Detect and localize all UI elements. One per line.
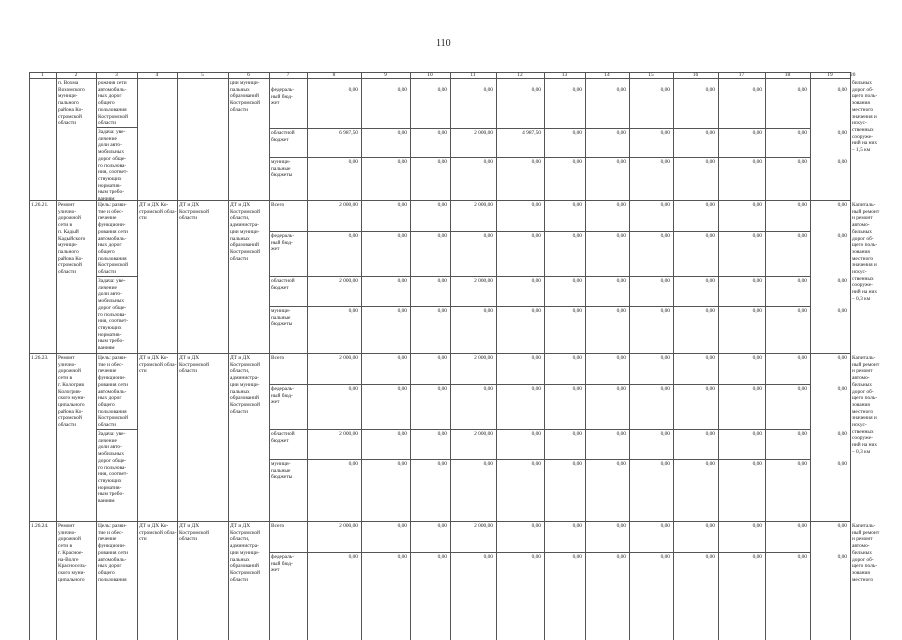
object-name: п. Вохма Вохомского муници- пального района Ко- стромской области: [58, 80, 85, 127]
funding-source: федераль- ный бюд- жет: [271, 233, 295, 253]
column-number: 4: [155, 71, 159, 78]
amount-cell: 0,00: [531, 554, 541, 560]
column-number: 17: [738, 71, 745, 78]
amount-cell: 0,00: [837, 159, 847, 165]
amount-cell: 0,00: [483, 159, 493, 165]
amount-cell: 2 000,00: [474, 523, 493, 529]
amount-cell: 0,00: [572, 386, 582, 392]
column-number: 2: [74, 71, 78, 78]
amount-cell: 0,00: [616, 202, 626, 208]
amount-cell: 0,00: [437, 159, 447, 165]
amount-cell: 0,00: [397, 233, 407, 239]
task-text: Задача: уве- личение доли авто- мобильных дорог обще- го пользова- ния, соответ- ствующих норматив- ным требо- ваниям: [98, 431, 129, 505]
funding-source: муници- пальные бюджеты: [271, 159, 293, 179]
object-name: Ремонт улично- дорожной сети в п. Кадый Кадыйского муници- пального района Ко- стромской области: [58, 202, 86, 276]
amount-cell: 0,00: [752, 130, 762, 136]
amount-cell: 0,00: [837, 233, 847, 239]
amount-cell: 0,00: [797, 554, 807, 560]
amount-cell: 0,00: [752, 159, 762, 165]
task-text: Задача: уве- личение доли авто- мобильных дорог обще- го пользова- ния, соответ- ствующих норматив- ным требо- ваниям: [98, 129, 129, 203]
amount-cell: 0,00: [531, 431, 541, 437]
amount-cell: 0,00: [797, 202, 807, 208]
source-row-rule: [269, 429, 810, 430]
amount-cell: 0,00: [837, 308, 847, 314]
amount-cell: 0,00: [348, 386, 358, 392]
amount-cell: 0,00: [397, 308, 407, 314]
amount-cell: 0,00: [705, 386, 715, 392]
amount-cell: 0,00: [348, 308, 358, 314]
amount-cell: 0,00: [397, 431, 407, 437]
column-number: 10: [427, 71, 433, 78]
goal-text: рожния сети автомобиль- ных дорог общего пользования Костромской области: [98, 80, 128, 127]
amount-cell: 0,00: [572, 130, 582, 136]
amount-cell: 0,00: [837, 461, 847, 467]
amount-cell: 0,00: [797, 87, 807, 93]
column-number: 14: [604, 71, 610, 78]
goal-task-rule: [96, 127, 137, 128]
amount-cell: 0,00: [437, 386, 447, 392]
source-row-rule: [269, 459, 810, 460]
amount-cell: 0,00: [660, 233, 670, 239]
result-text: Капиталь- ный ремонт и ремонт автомо- бильных дорог об- щего поль- зования местного: [852, 523, 880, 583]
coordinator-text: ДТ и ДХ Костромской области: [179, 202, 209, 222]
customer-text: ДТ и ДХ Ко- стромской обла- сти: [139, 202, 177, 222]
funding-source: федераль- ный бюд- жет: [271, 386, 295, 406]
amount-cell: 0,00: [572, 233, 582, 239]
entry-rule: [29, 353, 850, 354]
amount-cell: 0,00: [483, 386, 493, 392]
amount-cell: 0,00: [437, 278, 447, 284]
funding-source: федераль- ный бюд- жет: [271, 87, 295, 107]
page-number: 110: [436, 38, 451, 49]
goal-task-rule: [96, 429, 137, 430]
amount-cell: 2 000,00: [474, 130, 493, 136]
amount-cell: 0,00: [797, 523, 807, 529]
column-number: 11: [470, 71, 476, 78]
amount-cell: 0,00: [752, 87, 762, 93]
result-text: Капиталь- ный ремонт и ремонт автомо- бильных дорог об- щего поль- зования местного значения и искус- ственных сооруже- ний на них – 0,3 км: [852, 202, 880, 302]
amount-cell: 0,00: [660, 278, 670, 284]
amount-cell: 0,00: [397, 461, 407, 467]
amount-cell: 2 000,00: [339, 278, 358, 284]
amount-cell: 0,00: [837, 278, 847, 284]
amount-cell: 0,00: [616, 386, 626, 392]
amount-cell: 0,00: [837, 130, 847, 136]
amount-cell: 0,00: [397, 523, 407, 529]
goal-task-rule: [96, 276, 137, 277]
amount-cell: 0,00: [483, 461, 493, 467]
amount-cell: 0,00: [483, 554, 493, 560]
amount-cell: 0,00: [705, 159, 715, 165]
amount-cell: 0,00: [437, 431, 447, 437]
amount-cell: 0,00: [572, 523, 582, 529]
amount-cell: 0,00: [572, 278, 582, 284]
amount-cell: 0,00: [797, 233, 807, 239]
source-row-rule: [269, 157, 810, 158]
column-number: 3: [115, 71, 118, 78]
amount-cell: 0,00: [660, 308, 670, 314]
column-number: 9: [384, 71, 387, 78]
source-row-rule: [269, 276, 810, 277]
amount-cell: 0,00: [705, 554, 715, 560]
amount-cell: 0,00: [437, 523, 447, 529]
amount-cell: 0,00: [837, 87, 847, 93]
funding-source: муници- пальные бюджеты: [271, 308, 293, 328]
amount-cell: 0,00: [348, 159, 358, 165]
column-number: 7: [286, 71, 290, 78]
amount-cell: 0,00: [660, 461, 670, 467]
amount-cell: 2 000,00: [339, 202, 358, 208]
amount-cell: 6 987,50: [339, 130, 358, 136]
amount-cell: 0,00: [797, 386, 807, 392]
amount-cell: 0,00: [797, 461, 807, 467]
amount-cell: 0,00: [397, 130, 407, 136]
funding-source: областной бюджет: [271, 278, 295, 291]
amount-cell: 0,00: [705, 87, 715, 93]
column-number: 13: [561, 71, 568, 78]
amount-cell: 0,00: [616, 159, 626, 165]
amount-cell: 0,00: [616, 130, 626, 136]
amount-cell: 0,00: [660, 130, 670, 136]
executor-text: ДТ и ДХ Костромской области, администра- ции муници- пальных образований Костромской области: [230, 355, 260, 415]
amount-cell: 0,00: [705, 431, 715, 437]
amount-cell: 0,00: [752, 308, 762, 314]
amount-cell: 0,00: [616, 554, 626, 560]
column-number: 1: [41, 71, 44, 78]
amount-cell: 0,00: [705, 355, 715, 361]
amount-cell: 2 000,00: [474, 355, 493, 361]
amount-cell: 0,00: [705, 278, 715, 284]
column-number: 5: [201, 71, 204, 78]
amount-cell: 0,00: [572, 431, 582, 437]
funding-source: Всего: [271, 523, 285, 529]
amount-cell: 0,00: [397, 355, 407, 361]
amount-cell: 0,00: [437, 554, 447, 560]
amount-cell: 0,00: [483, 87, 493, 93]
amount-cell: 0,00: [752, 554, 762, 560]
column-number: 15: [648, 71, 654, 78]
column-rule: [56, 72, 57, 640]
amount-cell: 0,00: [616, 355, 626, 361]
amount-cell: 0,00: [483, 233, 493, 239]
amount-cell: 0,00: [572, 87, 582, 93]
amount-cell: 2 000,00: [474, 202, 493, 208]
executor-text: ДТ и ДХ Костромской области, администра- ции муници- пальных образований Костромской области: [230, 202, 260, 262]
amount-cell: 0,00: [837, 431, 847, 437]
amount-cell: 4 987,50: [522, 130, 541, 136]
column-rule: [137, 72, 138, 640]
amount-cell: 0,00: [752, 461, 762, 467]
amount-cell: 0,00: [348, 233, 358, 239]
amount-cell: 0,00: [572, 355, 582, 361]
amount-cell: 0,00: [348, 554, 358, 560]
amount-cell: 0,00: [705, 523, 715, 529]
amount-cell: 0,00: [572, 308, 582, 314]
column-number: 12: [517, 71, 523, 78]
source-row-rule: [269, 384, 810, 385]
amount-cell: 0,00: [705, 308, 715, 314]
amount-cell: 0,00: [397, 202, 407, 208]
column-rule: [228, 72, 229, 640]
amount-cell: 0,00: [397, 386, 407, 392]
amount-cell: 0,00: [752, 386, 762, 392]
amount-cell: 0,00: [572, 461, 582, 467]
amount-cell: 0,00: [752, 355, 762, 361]
customer-text: ДТ и ДХ Ко- стромской обла- сти: [139, 355, 177, 375]
column-rule: [96, 72, 97, 640]
amount-cell: 0,00: [837, 202, 847, 208]
funding-source: муници- пальные бюджеты: [271, 461, 293, 481]
amount-cell: 0,00: [616, 233, 626, 239]
goal-text: Цель: разви- тие и обес- печение функциони- рования сети автомобиль- ных дорог общего пользования: [98, 523, 128, 583]
amount-cell: 0,00: [572, 159, 582, 165]
amount-cell: 0,00: [705, 130, 715, 136]
amount-cell: 0,00: [531, 461, 541, 467]
goal-text: Цель: разви- тие и обес- печение функциони- рования сети автомобиль- ных дорог общего пользования Костромской области: [98, 355, 128, 429]
amount-cell: 0,00: [437, 308, 447, 314]
entry-number: 1.26.23.: [31, 355, 49, 361]
object-name: Ремонт улично- дорожной сети в г. Красное- на-Волге Красносель- ского муни- ципального: [58, 523, 87, 583]
amount-cell: 0,00: [797, 130, 807, 136]
amount-cell: 0,00: [437, 202, 447, 208]
amount-cell: 0,00: [837, 386, 847, 392]
amount-cell: 2 000,00: [474, 278, 493, 284]
source-row-rule: [269, 231, 810, 232]
amount-cell: 0,00: [797, 278, 807, 284]
amount-cell: 0,00: [397, 278, 407, 284]
entry-number: 1.26.24.: [31, 523, 49, 529]
amount-cell: 0,00: [397, 554, 407, 560]
amount-cell: 0,00: [752, 523, 762, 529]
entry-rule: [29, 521, 850, 522]
amount-cell: 0,00: [531, 159, 541, 165]
amount-cell: 0,00: [660, 202, 670, 208]
amount-cell: 0,00: [437, 87, 447, 93]
amount-cell: 0,00: [531, 308, 541, 314]
amount-cell: 0,00: [837, 523, 847, 529]
amount-cell: 0,00: [752, 233, 762, 239]
amount-cell: 0,00: [660, 386, 670, 392]
amount-cell: 0,00: [531, 278, 541, 284]
amount-cell: 0,00: [531, 523, 541, 529]
amount-cell: 0,00: [797, 355, 807, 361]
column-number: 8: [332, 71, 336, 78]
amount-cell: 0,00: [616, 523, 626, 529]
amount-cell: 0,00: [572, 202, 582, 208]
amount-cell: 2 000,00: [339, 523, 358, 529]
funding-source: областной бюджет: [271, 431, 295, 444]
column-rule: [177, 72, 178, 640]
column-number: 16: [692, 71, 699, 78]
executor-text: ции муници- пальных образований Костромской области: [230, 80, 260, 113]
amount-cell: 0,00: [397, 159, 407, 165]
coordinator-text: ДТ и ДХ Костромской области: [179, 523, 209, 543]
amount-cell: 0,00: [837, 355, 847, 361]
funding-source: Всего: [271, 202, 285, 208]
source-row-rule: [269, 306, 810, 307]
amount-cell: 0,00: [616, 431, 626, 437]
amount-cell: 2 000,00: [474, 431, 493, 437]
object-name: Ремонт улично- дорожной сети в г. Кологрив Кологрив- ского муни- ципального района Ко- стромской области: [58, 355, 86, 429]
amount-cell: 0,00: [616, 308, 626, 314]
amount-cell: 0,00: [348, 87, 358, 93]
amount-cell: 2 000,00: [339, 355, 358, 361]
amount-cell: 0,00: [572, 554, 582, 560]
column-number: 20: [850, 71, 856, 78]
column-rule: [850, 72, 851, 640]
result-text: Капиталь- ный ремонт и ремонт автомо- бильных дорог об- щего поль- зования местного значения и искус- ственных сооруже- ний на них – 0,3 км: [852, 355, 880, 455]
amount-cell: 0,00: [752, 202, 762, 208]
goal-text: Цель: разви- тие и обес- печение функциони- рования сети автомобиль- ных дорог общего пользования Костромской области: [98, 202, 128, 276]
column-number: 18: [784, 71, 791, 78]
amount-cell: 0,00: [705, 202, 715, 208]
amount-cell: 0,00: [660, 159, 670, 165]
amount-cell: 0,00: [437, 130, 447, 136]
amount-cell: 0,00: [348, 461, 358, 467]
amount-cell: 0,00: [531, 233, 541, 239]
amount-cell: 0,00: [797, 308, 807, 314]
amount-cell: 0,00: [437, 355, 447, 361]
amount-cell: 0,00: [616, 87, 626, 93]
amount-cell: 0,00: [660, 431, 670, 437]
amount-cell: 0,00: [660, 355, 670, 361]
amount-cell: 0,00: [752, 278, 762, 284]
amount-cell: 0,00: [837, 554, 847, 560]
entry-rule: [29, 200, 850, 201]
amount-cell: 0,00: [705, 461, 715, 467]
amount-cell: 0,00: [483, 308, 493, 314]
amount-cell: 0,00: [531, 386, 541, 392]
amount-cell: 0,00: [752, 431, 762, 437]
source-row-rule: [269, 128, 810, 129]
funding-source: Всего: [271, 355, 285, 361]
amount-cell: 0,00: [437, 461, 447, 467]
amount-cell: 0,00: [616, 278, 626, 284]
amount-cell: 0,00: [797, 431, 807, 437]
amount-cell: 0,00: [660, 523, 670, 529]
amount-cell: 0,00: [397, 87, 407, 93]
amount-cell: 0,00: [705, 233, 715, 239]
executor-text: ДТ и ДХ Костромской области, администра- ции муници- пальных образований Костромской области: [230, 523, 260, 583]
amount-cell: 2 000,00: [339, 431, 358, 437]
amount-cell: 0,00: [616, 461, 626, 467]
column-rule: [29, 72, 30, 640]
funding-source: областной бюджет: [271, 130, 295, 143]
coordinator-text: ДТ и ДХ Костромской области: [179, 355, 209, 375]
amount-cell: 0,00: [437, 233, 447, 239]
task-text: Задача: уве- личение доли авто- мобильных дорог обще- го пользова- ния, соответ- ствующих норматив- ным требо- ваниям: [98, 278, 129, 352]
column-number: 6: [247, 71, 250, 78]
funding-source: федераль- ный бюд- жет: [271, 554, 295, 574]
budget-table: [29, 71, 880, 640]
amount-cell: 0,00: [531, 202, 541, 208]
amount-cell: 0,00: [531, 87, 541, 93]
amount-cell: 0,00: [531, 355, 541, 361]
amount-cell: 0,00: [660, 87, 670, 93]
result-text: бильных дорог об- щего поль- зования местного значения и искус- ственных сооруже- ний на них – 1,5 км: [852, 80, 878, 154]
amount-cell: 0,00: [660, 554, 670, 560]
amount-cell: 0,00: [797, 159, 807, 165]
customer-text: ДТ и ДХ Ко- стромской обла- сти: [139, 523, 177, 543]
column-number: 19: [827, 71, 833, 78]
source-row-rule: [269, 552, 810, 553]
entry-number: 1.26.21.: [31, 202, 49, 208]
